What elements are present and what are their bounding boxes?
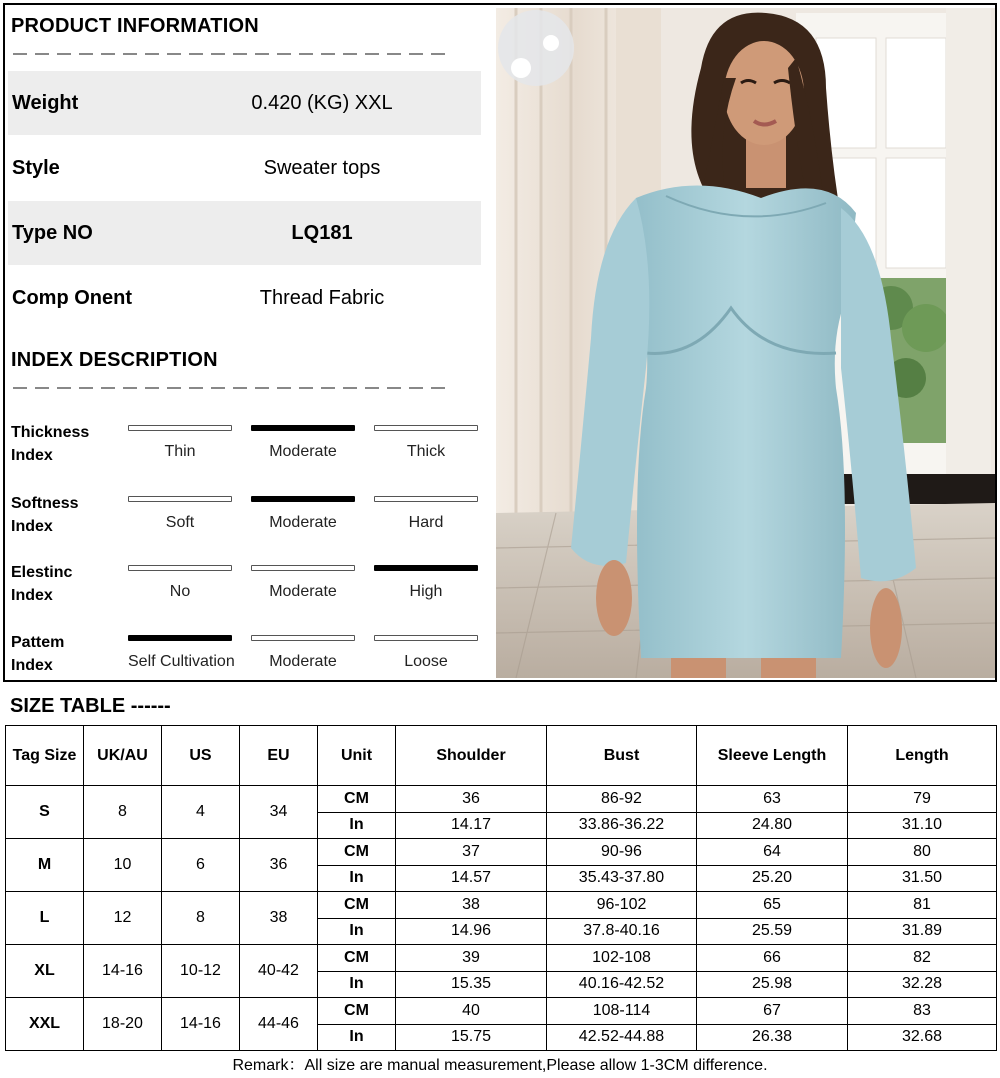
info-value: Thread Fabric [259,286,385,309]
info-row-component [8,266,481,330]
index-bar [251,565,355,571]
eu-cell: 38 [240,892,318,945]
index-label [11,561,111,607]
shoulder-cell: 40 [396,998,547,1025]
info-value: 0.420 (KG) XXL [251,91,393,114]
dashed-divider [13,53,453,55]
index-option-label: Hard [408,514,444,531]
unit-cell: CM [318,998,396,1025]
unit-cell: In [318,918,396,945]
index-label-line2: Index [11,657,53,674]
sleeve-length-cell: 25.20 [697,865,848,892]
shoulder-cell: 14.57 [396,865,547,892]
index-label [11,421,111,467]
info-label: Comp Onent [12,286,132,309]
size-table-title: SIZE TABLE ------ [10,695,171,717]
uk-au-cell: 18-20 [84,998,162,1051]
tag-size-cell: L [6,892,84,945]
eu-cell: 40-42 [240,945,318,998]
shoulder-cell: 15.75 [396,1024,547,1051]
table-row [6,892,997,919]
index-label-line2: Index [11,518,53,535]
uk-au-cell: 8 [84,786,162,839]
table-row [6,839,997,866]
us-cell: 6 [162,839,240,892]
index-option [374,425,478,461]
index-bar [128,565,232,571]
us-cell: 14-16 [162,998,240,1051]
header-unit: Unit [318,726,396,786]
index-bar [374,425,478,431]
header-length: Length [848,726,997,786]
unit-cell: CM [318,839,396,866]
dashed-divider [13,387,453,389]
index-option [374,496,478,532]
index-bar [128,496,232,502]
index-bar [251,635,355,641]
shoulder-cell: 39 [396,945,547,972]
header-uk-au: UK/AU [84,726,162,786]
table-row [6,786,997,813]
us-cell: 8 [162,892,240,945]
sleeve-length-cell: 26.38 [697,1024,848,1051]
shoulder-cell: 14.17 [396,812,547,839]
tag-size-cell: XXL [6,998,84,1051]
index-option-label: No [169,583,191,600]
index-bar [374,635,478,641]
table-row [6,998,997,1025]
tag-size-cell: S [6,786,84,839]
index-option-label: Moderate [269,653,337,670]
shoulder-cell: 38 [396,892,547,919]
unit-cell: CM [318,892,396,919]
index-description-title: INDEX DESCRIPTION [11,349,218,371]
bust-cell: 108-114 [547,998,697,1025]
length-cell: 82 [848,945,997,972]
index-option-label: Thick [406,443,446,460]
sleeve-length-cell: 25.98 [697,971,848,998]
model-photo-illustration [496,8,995,678]
index-label-line1: Thickness [11,424,90,441]
index-label [11,631,111,677]
product-info-panel [5,5,493,680]
unit-cell: CM [318,945,396,972]
unit-cell: In [318,971,396,998]
info-value: Sweater tops [263,156,381,179]
sleeve-length-cell: 65 [697,892,848,919]
size-table-header-row [6,726,997,786]
index-option [251,635,355,671]
length-cell: 32.28 [848,971,997,998]
unit-cell: In [318,812,396,839]
index-option-label: Soft [165,514,195,531]
us-cell: 4 [162,786,240,839]
index-option [128,565,232,601]
bust-cell: 86-92 [547,786,697,813]
size-table [5,725,997,1051]
bust-cell: 40.16-42.52 [547,971,697,998]
index-option [374,565,478,601]
index-label-line1: Pattem [11,634,65,651]
eu-cell: 36 [240,839,318,892]
index-bar [374,496,478,502]
index-option [128,425,232,461]
bust-cell: 33.86-36.22 [547,812,697,839]
shoulder-cell: 36 [396,786,547,813]
info-row-weight [8,71,481,135]
length-cell: 79 [848,786,997,813]
header-bust: Bust [547,726,697,786]
bust-cell: 102-108 [547,945,697,972]
bust-cell: 37.8-40.16 [547,918,697,945]
length-cell: 31.50 [848,865,997,892]
product-photo [496,8,995,678]
uk-au-cell: 10 [84,839,162,892]
unit-cell: CM [318,786,396,813]
sleeve-length-cell: 67 [697,998,848,1025]
index-option-label: Moderate [269,443,337,460]
shoulder-cell: 15.35 [396,971,547,998]
sleeve-length-cell: 64 [697,839,848,866]
index-option-label: Thin [164,443,196,460]
unit-cell: In [318,1024,396,1051]
top-frame [3,3,997,682]
unit-cell: In [318,865,396,892]
index-row [5,561,493,621]
uk-au-cell: 12 [84,892,162,945]
header-us: US [162,726,240,786]
info-label: Style [12,156,60,179]
info-label: Type NO [12,221,93,244]
us-cell: 10-12 [162,945,240,998]
shoulder-cell: 14.96 [396,918,547,945]
header-eu: EU [240,726,318,786]
eu-cell: 44-46 [240,998,318,1051]
index-label-line1: Softness [11,495,79,512]
index-bar-selected [251,496,355,502]
bust-cell: 96-102 [547,892,697,919]
header-shoulder: Shoulder [396,726,547,786]
eu-cell: 34 [240,786,318,839]
table-row [6,945,997,972]
index-label-line2: Index [11,447,53,464]
bust-cell: 42.52-44.88 [547,1024,697,1051]
size-remark: Remark：All size are manual measurement,Please allow 1-3CM difference. [232,1057,768,1074]
index-row [5,421,493,481]
index-option [374,635,478,671]
index-label [11,492,111,538]
index-option [128,496,232,532]
index-row [5,492,493,552]
index-row [5,631,493,691]
index-bar-selected [128,635,232,641]
length-cell: 31.10 [848,812,997,839]
sleeve-length-cell: 25.59 [697,918,848,945]
index-option-label: High [409,583,443,600]
uk-au-cell: 14-16 [84,945,162,998]
length-cell: 32.68 [848,1024,997,1051]
sleeve-length-cell: 66 [697,945,848,972]
tag-size-cell: M [6,839,84,892]
info-label: Weight [12,91,79,114]
index-option [251,565,355,601]
length-cell: 81 [848,892,997,919]
index-label-line1: Elestinc [11,564,73,581]
index-label-line2: Index [11,587,53,604]
info-row-type-no [8,201,481,265]
product-info-title: PRODUCT INFORMATION [11,15,259,37]
index-option-label: Loose [404,653,448,670]
bust-cell: 35.43-37.80 [547,865,697,892]
sleeve-length-cell: 24.80 [697,812,848,839]
length-cell: 31.89 [848,918,997,945]
index-option [128,635,235,671]
header-tag-size: Tag Size [6,726,84,786]
tag-size-cell: XL [6,945,84,998]
length-cell: 83 [848,998,997,1025]
header-sleeve-length: Sleeve Length [697,726,848,786]
index-option [251,425,355,461]
index-bar-selected [251,425,355,431]
index-option-label: Moderate [269,514,337,531]
bust-cell: 90-96 [547,839,697,866]
sleeve-length-cell: 63 [697,786,848,813]
index-bar [128,425,232,431]
info-row-style [8,136,481,200]
shoulder-cell: 37 [396,839,547,866]
length-cell: 80 [848,839,997,866]
info-value: LQ181 [291,221,353,244]
index-bar-selected [374,565,478,571]
index-option-label: Moderate [269,583,337,600]
index-option-label: Self Cultivation [128,653,235,670]
index-option [251,496,355,532]
